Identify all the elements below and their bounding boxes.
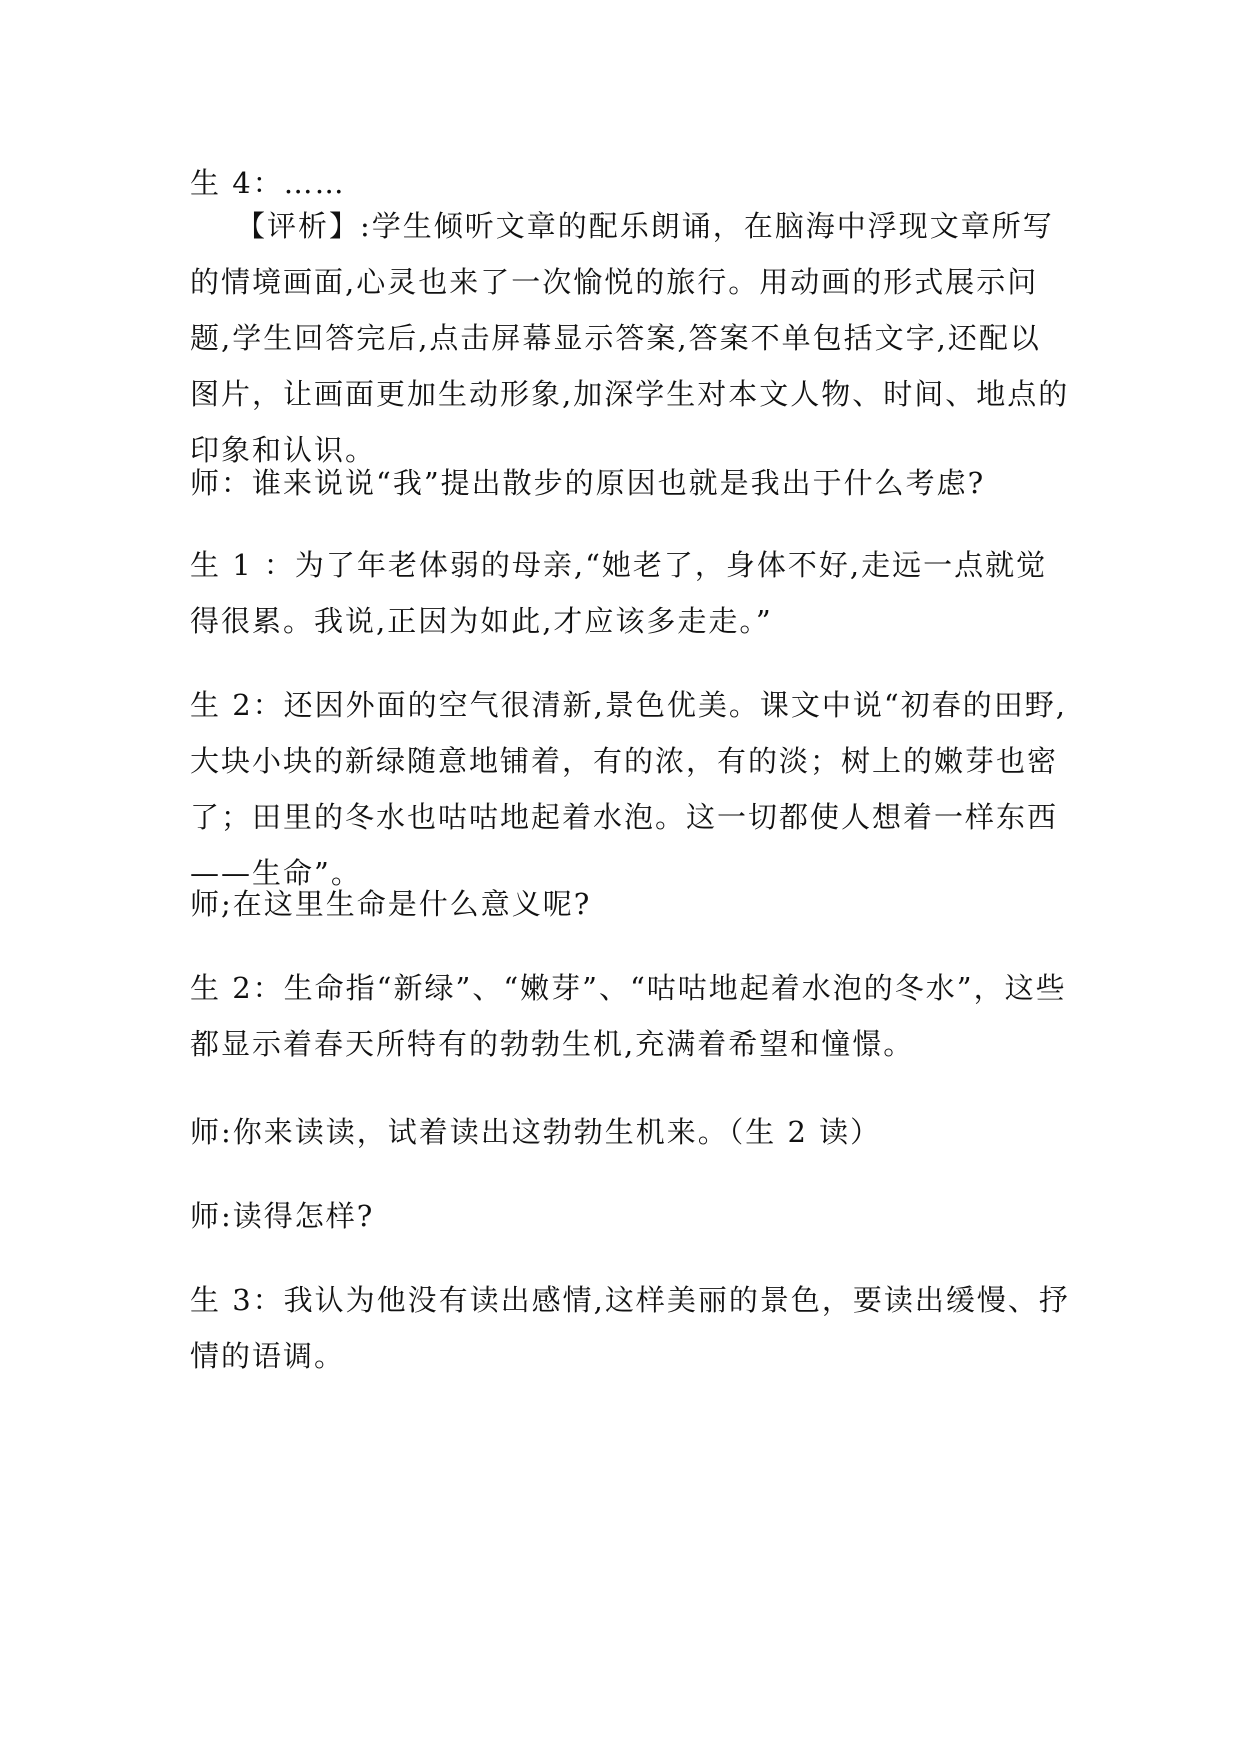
- paragraph-commentary: 【评析】:学生倾听文章的配乐朗诵，在脑海中浮现文章所写的情境画面,心灵也来了一次愉悦的旅行。用动画的形式展示问题,学生回答完后,点击屏幕显示答案,答案不单包括文字,还配以图片，让画面更加生动形象,加深学生对本文人物、时间、地点的印象和认识。: [190, 209, 1070, 467]
- paragraph-teacher-question-walk: 师：谁来说说“我”提出散步的原因也就是我出于什么考虑?: [190, 466, 986, 500]
- paragraph-teacher-question-life: 师;在这里生命是什么意义呢?: [190, 887, 592, 921]
- paragraph-student-2-life: 生 2：生命指“新绿”、“嫩芽”、“咕咕地起着水泡的冬水”，这些都显示着春天所特有的勃勃生机,充满着希望和憧憬。: [190, 971, 1067, 1061]
- paragraph-student-4: 生 4：……: [190, 166, 346, 200]
- paragraph-teacher-read-aloud: 师:你来读读，试着读出这勃勃生机来。（生 2 读）: [190, 1115, 882, 1149]
- paragraph-student-2-scenery: 生 2：还因外面的空气很清新,景色优美。课文中说“初春的田野,大块小块的新绿随意地铺着，有的浓，有的淡；树上的嫩芽也密了；田里的冬水也咕咕地起着水泡。这一切都使人想着一样东西——生命”。: [190, 688, 1067, 890]
- paragraph-student-3: 生 3：我认为他没有读出感情,这样美丽的景色，要读出缓慢、抒情的语调。: [190, 1283, 1070, 1373]
- paragraph-teacher-how-read: 师:读得怎样?: [190, 1199, 375, 1233]
- paragraph-student-1: 生 1 ：为了年老体弱的母亲,“她老了，身体不好,走远一点就觉得很累。我说,正因为如此,才应该多走走。”: [190, 548, 1048, 638]
